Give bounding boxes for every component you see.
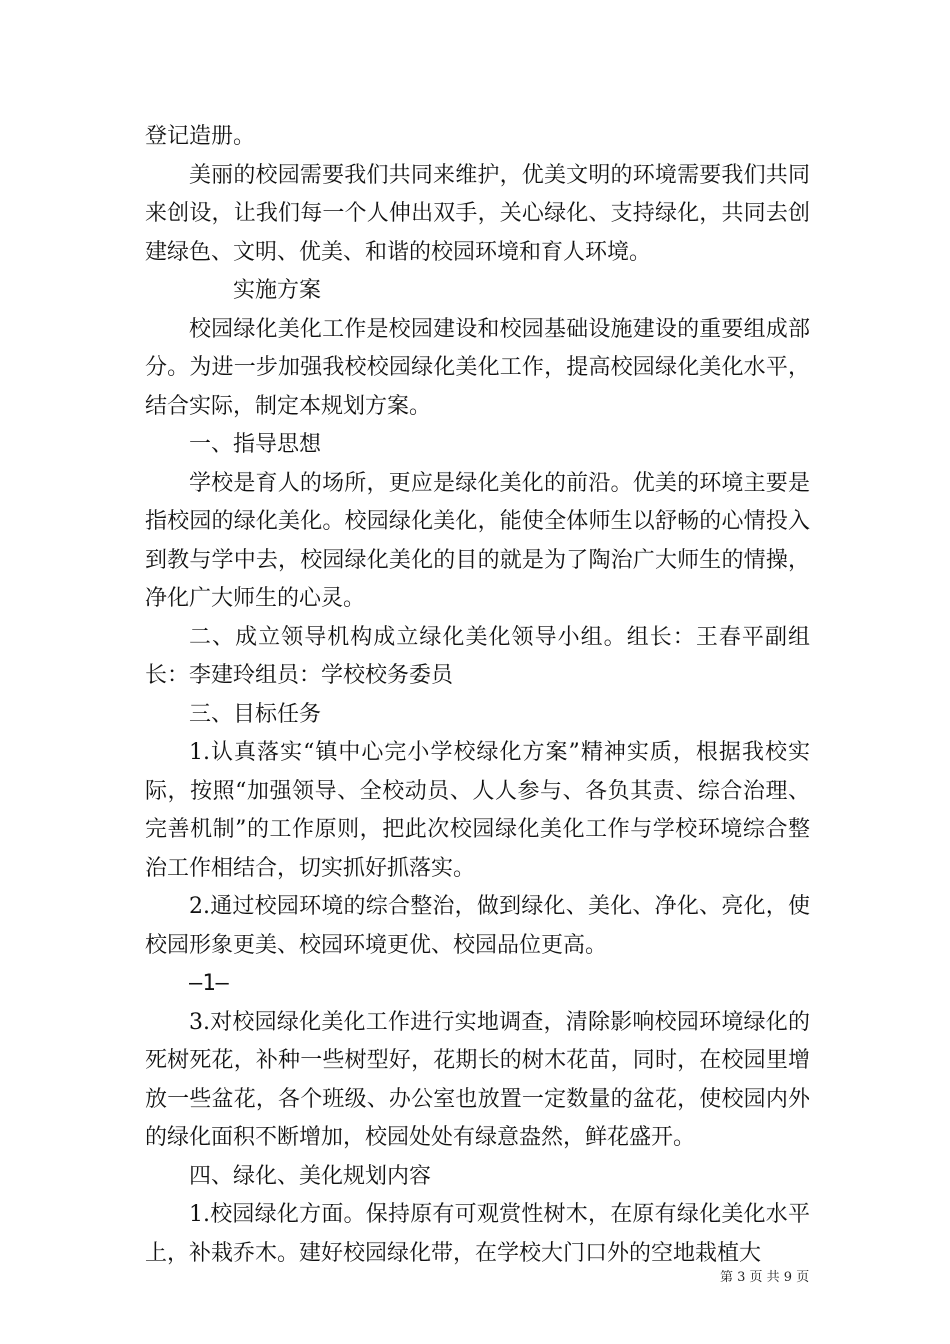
- section-title-implementation-plan: 实施方案: [233, 278, 322, 303]
- paragraph-planning-1: 1.校园绿化方面。保持原有可观赏性树木，在原有绿化美化水平上，补栽乔木。建好校园绿化带，在学校大门口外的空地栽植大: [145, 1202, 810, 1266]
- page-number-footer: 第 3 页 共 9 页: [720, 1270, 810, 1285]
- heading-planning-content: 四、绿化、美化规划内容: [189, 1163, 432, 1189]
- paragraph-leadership-group: 二、成立领导机构成立绿化美化领导小组。组长：王春平副组长：李建玲组员：学校校务委员: [145, 624, 810, 688]
- inline-page-marker: —1—: [189, 971, 229, 996]
- paragraph-task-2: 2.通过校园环境的综合整治，做到绿化、美化、净化、亮化，使校园形象更美、校园环境更优、校园品位更高。: [145, 894, 810, 958]
- paragraph-registration: 登记造册。: [145, 124, 256, 149]
- paragraph-campus-appeal: 美丽的校园需要我们共同来维护，优美文明的环境需要我们共同来创设，让我们每一个人伸出双手，关心绿化、支持绿化，共同去创建绿色、文明、优美、和谐的校园环境和育人环境。: [145, 162, 810, 265]
- paragraph-intro: 校园绿化美化工作是校园建设和校园基础设施建设的重要组成部分。为进一步加强我校校园绿化美化工作，提高校园绿化美化水平，结合实际，制定本规划方案。: [145, 316, 810, 419]
- paragraph-guiding-ideology: 学校是育人的场所，更应是绿化美化的前沿。优美的环境主要是指校园的绿化美化。校园绿化美化，能使全体师生以舒畅的心情投入到教与学中去，校园绿化美化的目的就是为了陶治广大师生的情操，净化广大师生的心灵。: [145, 470, 810, 611]
- heading-target-tasks: 三、目标任务: [189, 701, 322, 727]
- paragraph-task-3: 3.对校园绿化美化工作进行实地调查，清除影响校园环境绿化的死树死花，补种一些树型好，花期长的树木花苗，同时，在校园里增放一些盆花，各个班级、办公室也放置一定数量的盆花，使校园内外的绿化面积不断增加，校园处处有绿意盎然，鲜花盛开。: [145, 1009, 810, 1150]
- heading-guiding-ideology: 一、指导思想: [189, 432, 322, 457]
- document-body: [145, 118, 810, 1273]
- paragraph-task-1: 1.认真落实“镇中心完小学校绿化方案”精神实质，根据我校实际，按照“加强领导、全校动员、人人参与、各负其责、综合治理、完善机制”的工作原则，把此次校园绿化美化工作与学校环境综合整治工作相结合，切实抓好抓落实。: [145, 740, 810, 881]
